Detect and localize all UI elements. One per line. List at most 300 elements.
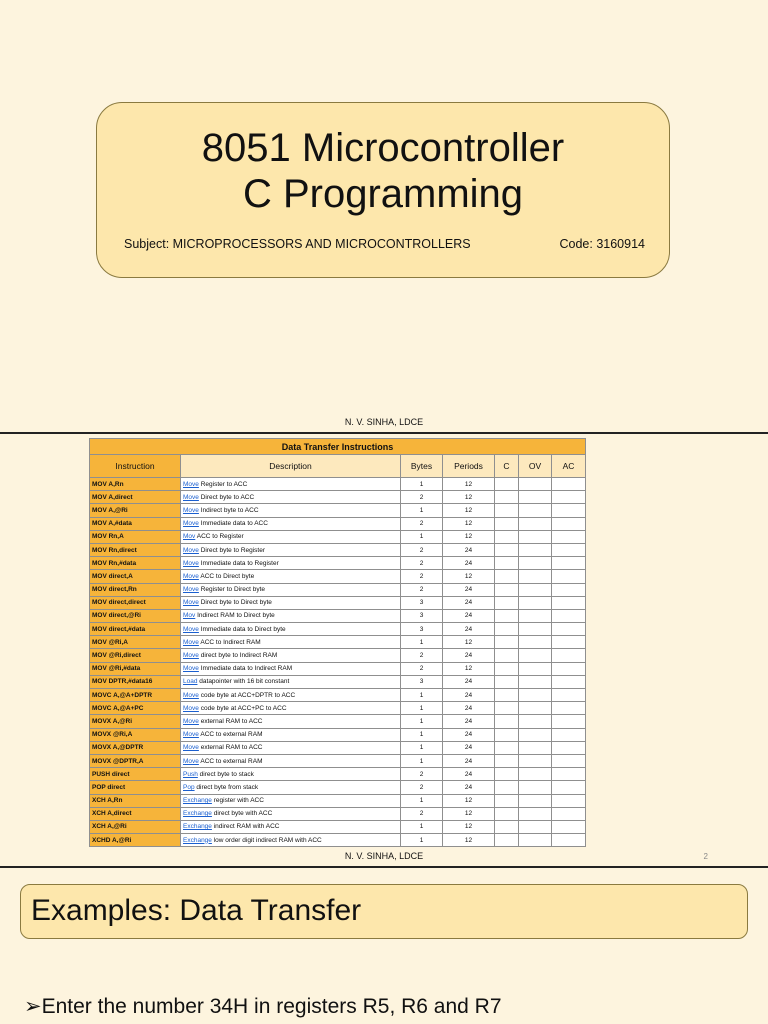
bytes-value: 1: [419, 823, 424, 831]
periods-value: 12: [464, 797, 473, 805]
bytes-value: 2: [419, 559, 424, 567]
bytes-value: 1: [419, 731, 424, 739]
examples-title-box: [20, 884, 748, 939]
flag-ov-cell: [519, 702, 552, 715]
flag-ac-cell: [552, 517, 586, 530]
description-cell: [181, 715, 401, 728]
instruction-cell: [90, 741, 181, 754]
instruction-text: PUSH direct: [92, 770, 130, 778]
flag-ov-cell: [519, 649, 552, 662]
bytes-value: 1: [419, 704, 424, 712]
flag-ov-cell: [519, 768, 552, 781]
description-text: ACC to Direct byte: [200, 572, 255, 580]
description-link[interactable]: Exchange: [183, 797, 212, 805]
instruction-cell: [90, 623, 181, 636]
instruction-cell: [90, 781, 181, 794]
instruction-cell: [90, 768, 181, 781]
description-text: direct byte to Indirect RAM: [200, 652, 278, 660]
flag-ac-cell: [552, 715, 586, 728]
flag-ov-cell: [519, 636, 552, 649]
column-header-instruction: Instruction: [90, 455, 181, 478]
column-header-description: Description: [181, 455, 401, 478]
periods-cell: [443, 517, 495, 530]
instruction-text: MOVX A,@Ri: [92, 717, 133, 725]
instruction-text: MOVC A,@A+PC: [92, 704, 144, 712]
title-slide: [0, 0, 768, 432]
periods-value: 24: [464, 770, 473, 778]
instruction-text: MOV A,@Ri: [92, 506, 128, 514]
examples-slide: [0, 868, 768, 1024]
data-transfer-table: [89, 438, 586, 847]
flag-ov-cell: [519, 715, 552, 728]
column-header-bytes: Bytes: [401, 455, 443, 478]
periods-cell: [443, 675, 495, 688]
column-header-ov: OV: [519, 455, 552, 478]
instruction-cell: [90, 596, 181, 609]
description-cell: [181, 649, 401, 662]
table-row: [90, 478, 586, 491]
description-link[interactable]: Move: [183, 717, 199, 725]
periods-cell: [443, 649, 495, 662]
flag-ov-cell: [519, 728, 552, 741]
instruction-text: XCH A,direct: [92, 810, 132, 818]
bytes-value: 2: [419, 493, 424, 501]
bytes-cell: [401, 675, 443, 688]
bytes-cell: [401, 689, 443, 702]
periods-value: 12: [464, 520, 473, 528]
description-link[interactable]: Move: [183, 757, 199, 765]
bullet-marker-icon: ➢: [24, 995, 42, 1018]
bytes-value: 2: [419, 546, 424, 554]
description-cell: [181, 754, 401, 767]
subject-label: Subject: MICROPROCESSORS AND MICROCONTROLLERS: [124, 237, 471, 251]
bytes-value: 2: [419, 665, 424, 673]
bytes-cell: [401, 820, 443, 833]
flag-ac-cell: [552, 530, 586, 543]
description-cell: [181, 504, 401, 517]
description-text: Direct byte to Direct byte: [200, 599, 272, 607]
description-cell: [181, 675, 401, 688]
instruction-text: MOV A,direct: [92, 493, 133, 501]
description-link[interactable]: Move: [183, 691, 199, 699]
bytes-value: 1: [419, 638, 424, 646]
table-row: [90, 834, 586, 847]
description-cell: [181, 636, 401, 649]
flag-ov-cell: [519, 834, 552, 847]
flag-c-cell: [495, 741, 519, 754]
flag-ac-cell: [552, 754, 586, 767]
description-text: datapointer with 16 bit constant: [199, 678, 290, 686]
flag-ov-cell: [519, 596, 552, 609]
flag-ac-cell: [552, 478, 586, 491]
flag-c-cell: [495, 689, 519, 702]
description-cell: [181, 570, 401, 583]
instruction-text: MOV Rn,#data: [92, 559, 137, 567]
instruction-cell: [90, 543, 181, 556]
instruction-cell: [90, 530, 181, 543]
instruction-text: MOVX A,@DPTR: [92, 744, 144, 752]
flag-ac-cell: [552, 834, 586, 847]
flag-ov-cell: [519, 794, 552, 807]
periods-value: 12: [464, 836, 473, 844]
periods-value: 24: [464, 691, 473, 699]
instruction-cell: [90, 609, 181, 622]
examples-title: Examples: Data Transfer: [31, 894, 362, 927]
periods-cell: [443, 504, 495, 517]
bytes-cell: [401, 715, 443, 728]
bytes-value: 2: [419, 586, 424, 594]
description-text: ACC to external RAM: [200, 757, 263, 765]
table-row: [90, 570, 586, 583]
instruction-text: XCH A,@Ri: [92, 823, 127, 831]
instruction-text: MOV DPTR,#data16: [92, 678, 153, 686]
flag-ac-cell: [552, 570, 586, 583]
description-cell: [181, 807, 401, 820]
flag-ac-cell: [552, 662, 586, 675]
bytes-cell: [401, 543, 443, 556]
flag-c-cell: [495, 570, 519, 583]
periods-value: 12: [464, 533, 473, 541]
description-link[interactable]: Load: [183, 678, 198, 686]
flag-c-cell: [495, 675, 519, 688]
instruction-cell: [90, 820, 181, 833]
table-row: [90, 820, 586, 833]
flag-ov-cell: [519, 754, 552, 767]
flag-ac-cell: [552, 768, 586, 781]
bytes-cell: [401, 702, 443, 715]
periods-value: 24: [464, 704, 473, 712]
periods-cell: [443, 478, 495, 491]
bytes-value: 2: [419, 810, 424, 818]
flag-c-cell: [495, 583, 519, 596]
description-cell: [181, 702, 401, 715]
periods-cell: [443, 768, 495, 781]
description-link[interactable]: Pop: [183, 783, 195, 791]
description-cell: [181, 728, 401, 741]
description-cell: [181, 596, 401, 609]
instruction-cell: [90, 570, 181, 583]
flag-c-cell: [495, 636, 519, 649]
description-text: ACC to external RAM: [200, 731, 263, 739]
flag-c-cell: [495, 781, 519, 794]
flag-ac-cell: [552, 609, 586, 622]
bytes-value: 2: [419, 783, 424, 791]
description-cell: [181, 583, 401, 596]
flag-c-cell: [495, 702, 519, 715]
description-link[interactable]: Move: [183, 638, 199, 646]
bytes-value: 2: [419, 652, 424, 660]
flag-c-cell: [495, 754, 519, 767]
description-text: low order digit indirect RAM with ACC: [213, 836, 322, 844]
description-cell: [181, 834, 401, 847]
instruction-text: MOVX @Ri,A: [92, 731, 133, 739]
periods-value: 24: [464, 652, 473, 660]
periods-value: 24: [464, 744, 473, 752]
periods-value: 24: [464, 599, 473, 607]
flag-ov-cell: [519, 504, 552, 517]
bytes-cell: [401, 557, 443, 570]
flag-ov-cell: [519, 517, 552, 530]
description-link[interactable]: Move: [183, 652, 199, 660]
description-cell: [181, 781, 401, 794]
table-row: [90, 689, 586, 702]
bytes-cell: [401, 530, 443, 543]
slide-footer: N. V. SINHA, LDCE: [344, 417, 424, 427]
description-text: Direct byte to ACC: [200, 493, 255, 501]
periods-value: 24: [464, 717, 473, 725]
bytes-value: 3: [419, 678, 424, 686]
flag-c-cell: [495, 543, 519, 556]
instruction-cell: [90, 702, 181, 715]
instruction-text: MOV @Ri,A: [92, 638, 128, 646]
instruction-text: MOVX @DPTR,A: [92, 757, 144, 765]
instruction-cell: [90, 794, 181, 807]
description-link[interactable]: Move: [183, 546, 199, 554]
description-link[interactable]: Move: [183, 480, 199, 488]
instruction-cell: [90, 478, 181, 491]
flag-ov-cell: [519, 478, 552, 491]
description-link[interactable]: Move: [183, 704, 199, 712]
table-row: [90, 662, 586, 675]
table-row: [90, 715, 586, 728]
periods-cell: [443, 741, 495, 754]
flag-c-cell: [495, 728, 519, 741]
bytes-cell: [401, 636, 443, 649]
description-link[interactable]: Move: [183, 731, 199, 739]
bytes-cell: [401, 649, 443, 662]
instruction-text: MOV direct,direct: [92, 599, 146, 607]
periods-value: 24: [464, 678, 473, 686]
table-row: [90, 623, 586, 636]
description-text: register with ACC: [213, 797, 264, 805]
bytes-cell: [401, 517, 443, 530]
flag-c-cell: [495, 517, 519, 530]
flag-ov-cell: [519, 675, 552, 688]
flag-ov-cell: [519, 820, 552, 833]
description-text: code byte at ACC+PC to ACC: [200, 704, 287, 712]
description-text: Register to Direct byte: [200, 586, 266, 594]
description-cell: [181, 794, 401, 807]
flag-ov-cell: [519, 557, 552, 570]
periods-cell: [443, 543, 495, 556]
description-cell: [181, 768, 401, 781]
instruction-cell: [90, 807, 181, 820]
instruction-cell: [90, 834, 181, 847]
instruction-cell: [90, 662, 181, 675]
table-row: [90, 675, 586, 688]
data-transfer-table-slide: [0, 434, 768, 866]
instruction-text: MOV direct,A: [92, 572, 133, 580]
page-number: 2: [703, 852, 708, 861]
description-link[interactable]: Move: [183, 625, 199, 633]
periods-cell: [443, 557, 495, 570]
description-cell: [181, 478, 401, 491]
periods-cell: [443, 491, 495, 504]
instruction-text: MOV Rn,A: [92, 533, 124, 541]
instruction-cell: [90, 649, 181, 662]
periods-cell: [443, 662, 495, 675]
periods-value: 12: [464, 810, 473, 818]
description-text: external RAM to ACC: [200, 744, 263, 752]
periods-cell: [443, 820, 495, 833]
instruction-cell: [90, 715, 181, 728]
description-text: indirect RAM with ACC: [213, 823, 280, 831]
table-row: [90, 596, 586, 609]
bytes-cell: [401, 570, 443, 583]
description-text: direct byte from stack: [196, 783, 259, 791]
flag-c-cell: [495, 491, 519, 504]
periods-cell: [443, 794, 495, 807]
table-row: [90, 768, 586, 781]
bytes-value: 1: [419, 744, 424, 752]
periods-value: 24: [464, 731, 473, 739]
column-header-periods: Periods: [443, 455, 495, 478]
flag-c-cell: [495, 596, 519, 609]
description-link[interactable]: Exchange: [183, 836, 212, 844]
table-row: [90, 530, 586, 543]
description-cell: [181, 517, 401, 530]
flag-c-cell: [495, 609, 519, 622]
instruction-text: MOV @Ri,direct: [92, 652, 141, 660]
description-link[interactable]: Exchange: [183, 810, 212, 818]
periods-cell: [443, 715, 495, 728]
description-link[interactable]: Move: [183, 493, 199, 501]
table-row: [90, 741, 586, 754]
periods-cell: [443, 623, 495, 636]
bytes-value: 1: [419, 480, 424, 488]
periods-value: 24: [464, 559, 473, 567]
periods-value: 24: [464, 783, 473, 791]
column-header-c: C: [495, 455, 519, 478]
bytes-value: 1: [419, 757, 424, 765]
periods-cell: [443, 596, 495, 609]
flag-ac-cell: [552, 491, 586, 504]
bytes-value: 1: [419, 533, 424, 541]
flag-ac-cell: [552, 807, 586, 820]
column-header-ac: AC: [552, 455, 586, 478]
bytes-value: 3: [419, 625, 424, 633]
periods-value: 24: [464, 625, 473, 633]
description-link[interactable]: Move: [183, 586, 199, 594]
instruction-text: MOV A,#data: [92, 520, 132, 528]
description-cell: [181, 623, 401, 636]
periods-cell: [443, 609, 495, 622]
bytes-cell: [401, 596, 443, 609]
table-row: [90, 504, 586, 517]
periods-value: 12: [464, 572, 473, 580]
table-row: [90, 807, 586, 820]
instruction-text: XCHD A,@Ri: [92, 836, 132, 844]
flag-c-cell: [495, 623, 519, 636]
description-cell: [181, 491, 401, 504]
instruction-text: MOV direct,@Ri: [92, 612, 141, 620]
title-line-1: 8051 Microcontroller: [201, 126, 565, 170]
periods-cell: [443, 754, 495, 767]
table-row: [90, 517, 586, 530]
instruction-text: MOV Rn,direct: [92, 546, 137, 554]
flag-ov-cell: [519, 807, 552, 820]
bytes-cell: [401, 834, 443, 847]
periods-cell: [443, 834, 495, 847]
periods-value: 24: [464, 612, 473, 620]
instruction-cell: [90, 504, 181, 517]
bytes-value: 3: [419, 599, 424, 607]
instruction-text: MOV A,Rn: [92, 480, 124, 488]
flag-ov-cell: [519, 609, 552, 622]
description-link[interactable]: Mov: [183, 533, 196, 541]
description-cell: [181, 662, 401, 675]
bytes-cell: [401, 728, 443, 741]
description-link[interactable]: Move: [183, 599, 199, 607]
flag-c-cell: [495, 662, 519, 675]
periods-value: 24: [464, 586, 473, 594]
description-link[interactable]: Move: [183, 506, 199, 514]
description-text: external RAM to ACC: [200, 717, 263, 725]
flag-ac-cell: [552, 675, 586, 688]
flag-ac-cell: [552, 583, 586, 596]
table-row: [90, 794, 586, 807]
periods-value: 12: [464, 823, 473, 831]
periods-cell: [443, 728, 495, 741]
description-text: Register to ACC: [200, 480, 248, 488]
bullet-text: Enter the number 34H in registers R5, R6 and R7: [41, 995, 502, 1018]
table-row: [90, 583, 586, 596]
table-row: [90, 543, 586, 556]
instruction-text: MOVC A,@A+DPTR: [92, 691, 153, 699]
table-row: [90, 491, 586, 504]
flag-c-cell: [495, 820, 519, 833]
table-row: [90, 609, 586, 622]
description-link[interactable]: Mov: [183, 612, 196, 620]
description-link[interactable]: Move: [183, 572, 199, 580]
description-cell: [181, 689, 401, 702]
description-text: Indirect byte to ACC: [200, 506, 259, 514]
table-row: [90, 728, 586, 741]
instruction-cell: [90, 491, 181, 504]
table-row: [90, 702, 586, 715]
description-cell: [181, 820, 401, 833]
description-link[interactable]: Exchange: [183, 823, 212, 831]
description-link[interactable]: Move: [183, 559, 199, 567]
periods-cell: [443, 530, 495, 543]
bytes-value: 3: [419, 612, 424, 620]
bytes-cell: [401, 623, 443, 636]
periods-value: 12: [464, 493, 473, 501]
description-link[interactable]: Move: [183, 744, 199, 752]
periods-value: 12: [464, 638, 473, 646]
description-text: direct byte to stack: [199, 770, 254, 778]
description-cell: [181, 543, 401, 556]
description-link[interactable]: Push: [183, 770, 198, 778]
title-line-2: C Programming: [242, 172, 524, 216]
bytes-value: 1: [419, 836, 424, 844]
description-link[interactable]: Move: [183, 520, 199, 528]
flag-ac-cell: [552, 649, 586, 662]
bytes-value: 1: [419, 797, 424, 805]
description-cell: [181, 609, 401, 622]
flag-c-cell: [495, 807, 519, 820]
instruction-cell: [90, 557, 181, 570]
table-body: [90, 478, 586, 847]
flag-ov-cell: [519, 741, 552, 754]
bytes-value: 1: [419, 717, 424, 725]
table-row: [90, 557, 586, 570]
description-link[interactable]: Move: [183, 665, 199, 673]
bytes-value: 2: [419, 572, 424, 580]
flag-ov-cell: [519, 543, 552, 556]
bytes-cell: [401, 478, 443, 491]
description-text: Immediate data to ACC: [200, 520, 268, 528]
